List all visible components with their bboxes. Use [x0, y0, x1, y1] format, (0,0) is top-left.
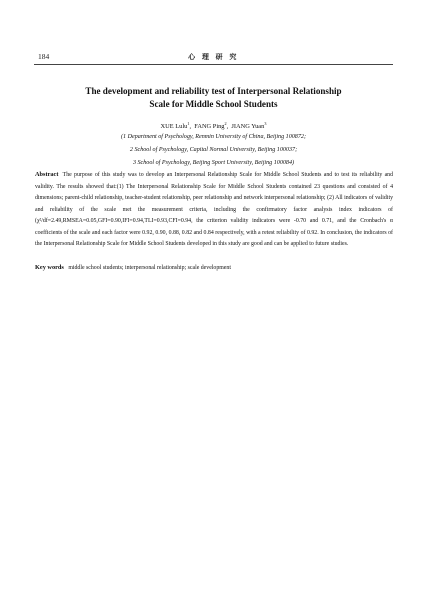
page-header	[34, 52, 393, 66]
affiliation-3: 3 School of Psychology, Beijing Sport University, Beijing 100084)	[132, 160, 295, 166]
author-list: XUE Lulu$^1$, FANG Ping$^2$, JIANG Yuan$^3$	[160, 121, 267, 131]
author-2: FANG Ping	[194, 123, 225, 131]
paper-title	[40, 85, 387, 111]
author-3-affil-mark: 3	[264, 121, 267, 126]
affiliations	[0, 131, 427, 170]
page-number: 184	[38, 52, 50, 61]
keywords-text: middle school students; interpersonal relationship; scale development	[68, 265, 231, 271]
author-2-affil-mark: 2	[224, 121, 227, 126]
author-3: JIANG Yuan	[231, 123, 265, 131]
title-line-1: The development and reliability test of Interpersonal Relationship	[85, 86, 342, 96]
affiliation-2: 2 School of Psychology, Capital Normal University, Beijing 100037;	[129, 147, 298, 153]
author-1: XUE Lulu	[160, 123, 188, 131]
affiliation-1: (1 Department of Psychology, Renmin University of China, Beijing 100872;	[121, 134, 306, 140]
keywords-label: Key words	[35, 264, 64, 271]
abstract-label: Abstract	[35, 171, 59, 178]
abstract-text: The purpose of this study was to develop an Interpersonal Relationship Scale for Middle School Students and to test its reliability and validity. The results showed that:(1) The Interpersonal Relationship Scale for Middle School Students contained 23 questions and consisted of 4 dimensions; parent-child relationship, teacher-student relationship, peer relationship and network interpersonal relationship; (2) All indicators of validity and reliability of the scale met the measurement criteria, including the confirmatory factor analysis index indicators of (χ²/df=2.49,RMSEA=0.05,GFI=0.90,IFI=0.94,TLI=0.93,CFI=0.94, the criterion validity indicators were -0.70 and 0.71, and the Cronbach's α coefficients of the scale and each factor were 0.92, 0.90, 0.88, 0.82 and 0.84 respectively, with a retest reliability of 0.92. In conclusion, the indicators of the Interpersonal Relationship Scale for Middle School Students developed in this study are good and can be applied to future studies.	[35, 172, 394, 247]
journal-name: 心 理 研 究	[188, 53, 239, 61]
header-rule	[34, 64, 393, 65]
abstract	[35, 169, 393, 251]
keywords	[35, 262, 393, 275]
author-1-affil-mark: 1	[187, 121, 190, 126]
title-line-2: Scale for Middle School Students	[149, 99, 278, 109]
